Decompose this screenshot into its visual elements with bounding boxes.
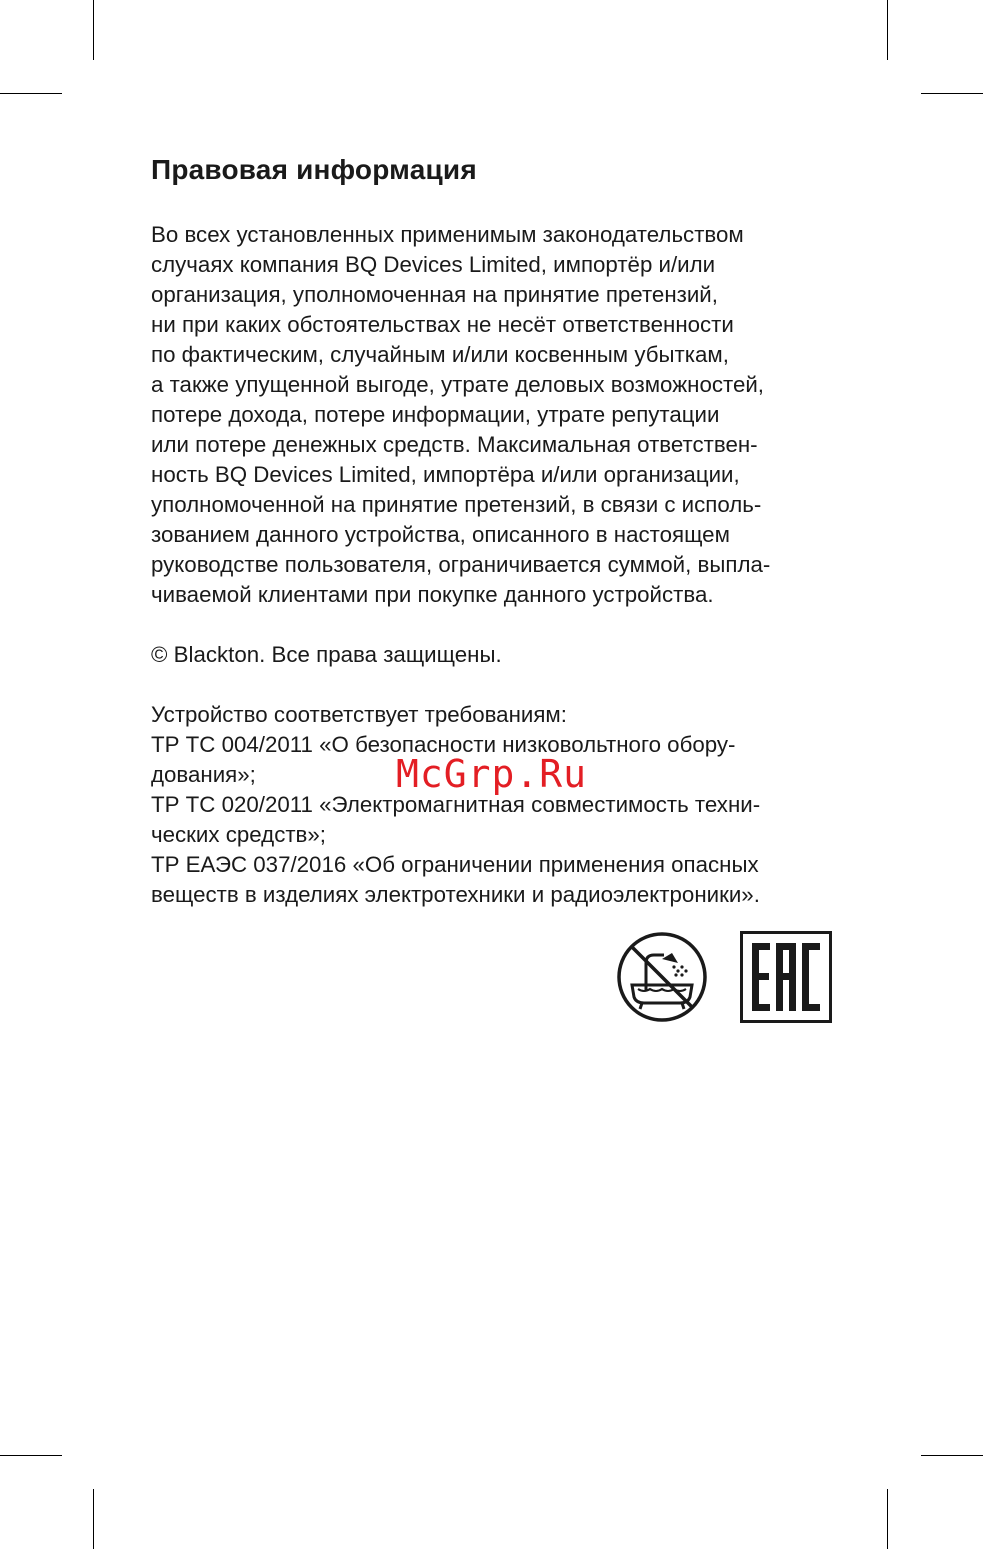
compliance-line: Устройство соответствует требованиям: [151, 702, 567, 727]
legal-paragraph [151, 220, 841, 610]
copyright-text: © Blackton. Все права защищены. [151, 642, 502, 667]
compliance-line: ТР ЕАЭС 037/2016 «Об ограничении применения опасных [151, 852, 759, 877]
legal-line: по фактическим, случайным и/или косвенным убыткам, [151, 342, 729, 367]
page-title: Правовая информация [151, 154, 477, 185]
legal-line: чиваемой клиентами при покупке данного устройства. [151, 582, 714, 607]
compliance-line: ТР ТС 004/2011 «О безопасности низковольтного обору- [151, 732, 736, 757]
legal-line: потере дохода, потере информации, утрате репутации [151, 402, 720, 427]
compliance-line: дования»; [151, 762, 256, 787]
crop-mark-top-right-vertical [887, 0, 888, 60]
legal-line: зованием данного устройства, описанного в настоящем [151, 522, 730, 547]
watermark: McGrp.Ru [396, 752, 588, 796]
legal-line: случаях компания BQ Devices Limited, импортёр и/или [151, 252, 716, 277]
legal-line: ность BQ Devices Limited, импортёра и/или организации, [151, 462, 740, 487]
legal-line: ни при каких обстоятельствах не несёт ответственности [151, 312, 734, 337]
compliance-line: ческих средств»; [151, 822, 326, 847]
legal-line: руководстве пользователя, ограничивается суммой, выпла- [151, 552, 771, 577]
document-content [151, 150, 841, 910]
no-bathing-icon [616, 931, 708, 1023]
crop-mark-bottom-right-vertical [887, 1489, 888, 1549]
crop-mark-bottom-left-horizontal [0, 1455, 62, 1456]
legal-line: а также упущенной выгоде, утрате деловых возможностей, [151, 372, 765, 397]
compliance-paragraph [151, 700, 841, 910]
crop-mark-bottom-right-horizontal [921, 1455, 983, 1456]
compliance-line: веществ в изделиях электротехники и радиоэлектроники». [151, 882, 760, 907]
crop-mark-top-right-horizontal [921, 93, 983, 94]
eac-mark-icon [740, 931, 832, 1023]
crop-mark-top-left-horizontal [0, 93, 62, 94]
compliance-line: ТР ТС 020/2011 «Электромагнитная совместимость техни- [151, 792, 761, 817]
crop-mark-bottom-left-vertical [93, 1489, 94, 1549]
legal-line: или потере денежных средств. Максимальная ответствен- [151, 432, 758, 457]
crop-mark-top-left-vertical [93, 0, 94, 60]
legal-line: организация, уполномоченная на принятие претензий, [151, 282, 718, 307]
legal-line: уполномоченной на принятие претензий, в связи с исполь- [151, 492, 762, 517]
legal-line: Во всех установленных применимым законодательством [151, 222, 744, 247]
